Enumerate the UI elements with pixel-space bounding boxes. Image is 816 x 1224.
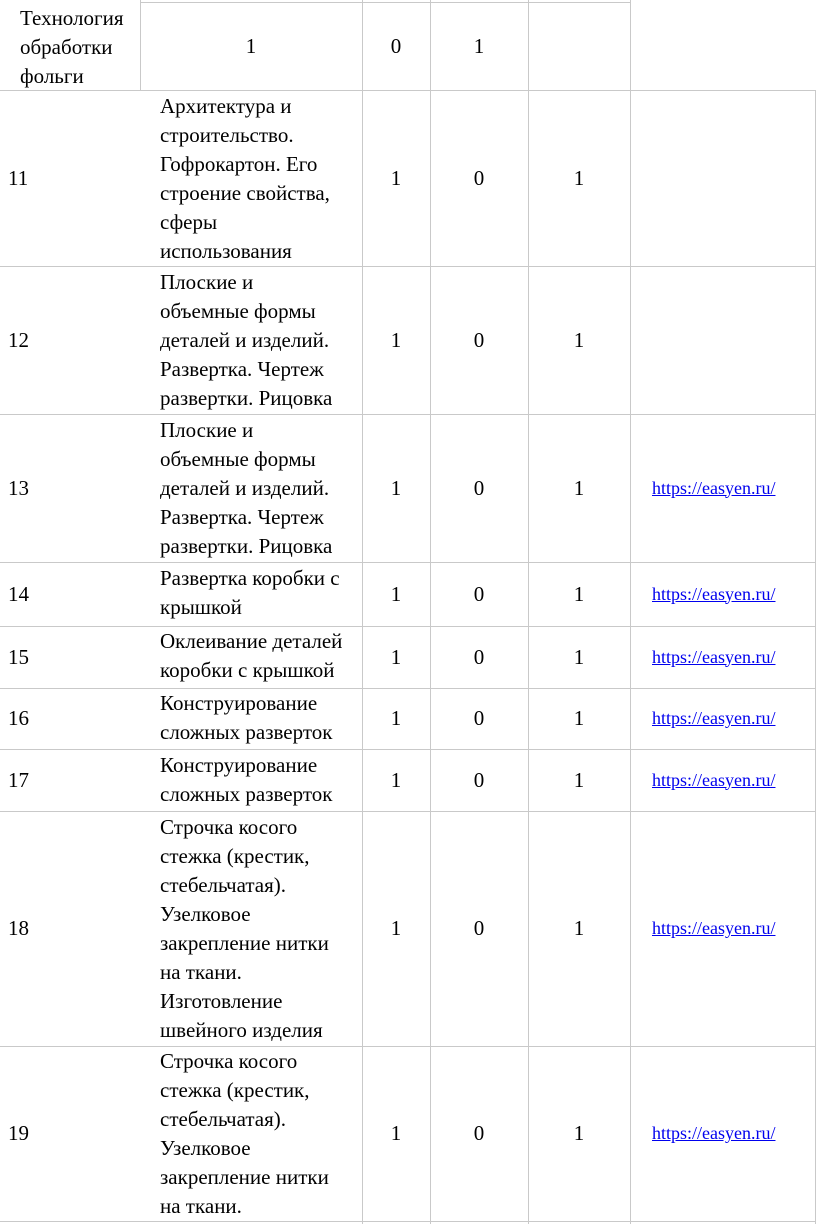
resource-link[interactable]: https://easyen.ru/ [652, 1123, 776, 1143]
lesson-total-hours: 1 [390, 327, 402, 352]
lesson-practice-hours: 1 [573, 327, 585, 352]
lesson-practice-hours: 1 [573, 475, 585, 500]
lesson-theory-hours: 0 [473, 706, 485, 730]
lesson-number: 14 [8, 581, 29, 606]
lesson-topic: Оклеивание деталей коробки с крышкой [160, 629, 343, 682]
lesson-number: 15 [8, 644, 29, 669]
lesson-theory-hours: 0 [473, 1121, 485, 1145]
lesson-number: 16 [8, 706, 29, 730]
lesson-topic: Архитектура и строительство. Гофрокартон. Его строение свойства, сферы использования [160, 94, 330, 263]
lesson-topic: Плоские и объемные формы деталей и изделий. Развертка. Чертеж развертки. Рицовка [160, 270, 333, 410]
column-divider [630, 0, 631, 1224]
lesson-topic: Строчка косого стежка (крестик, стебельчатая). Узелковое закрепление нитки на ткани. [160, 1049, 329, 1218]
header-total-cell: 1 [245, 33, 257, 58]
header-theory-cell: 0 [390, 33, 402, 58]
lesson-theory-hours: 0 [473, 327, 485, 352]
lesson-number: 18 [8, 916, 29, 940]
lesson-number: 17 [8, 767, 29, 792]
resource-link[interactable]: https://easyen.ru/ [652, 477, 776, 498]
lesson-theory-hours: 0 [473, 916, 485, 940]
lesson-theory-hours: 0 [473, 165, 485, 190]
lesson-number: 12 [8, 327, 29, 352]
lesson-topic: Развертка коробки с крышкой [160, 566, 340, 619]
lesson-total-hours: 1 [390, 165, 402, 190]
lesson-total-hours: 1 [390, 916, 402, 940]
lesson-topic: Плоские и объемные формы деталей и изделий. Развертка. Чертеж развертки. Рицовка [160, 418, 333, 558]
lesson-total-hours: 1 [390, 644, 402, 669]
resource-link[interactable]: https://easyen.ru/ [652, 918, 776, 938]
lesson-practice-hours: 1 [573, 1121, 585, 1145]
lesson-number: 19 [8, 1121, 29, 1145]
header-practice-cell: 1 [473, 33, 485, 58]
row-divider [0, 1221, 816, 1222]
lesson-practice-hours: 1 [573, 767, 585, 792]
lesson-total-hours: 1 [390, 1121, 402, 1145]
lesson-number: 11 [8, 165, 29, 190]
lesson-number: 13 [8, 475, 29, 500]
lesson-theory-hours: 0 [473, 767, 485, 792]
header-topic-cell: Технология обработки фольги [20, 6, 124, 88]
lesson-practice-hours: 1 [573, 581, 585, 606]
lesson-topic: Конструирование сложных разверток [160, 691, 333, 744]
lesson-theory-hours: 0 [473, 475, 485, 500]
lesson-practice-hours: 1 [573, 706, 585, 730]
lesson-topic: Конструирование сложных разверток [160, 753, 333, 806]
lesson-practice-hours: 1 [573, 165, 585, 190]
lesson-theory-hours: 0 [473, 644, 485, 669]
resource-link[interactable]: https://easyen.ru/ [652, 646, 776, 667]
lesson-total-hours: 1 [390, 581, 402, 606]
lesson-practice-hours: 1 [573, 644, 585, 669]
lesson-total-hours: 1 [390, 706, 402, 730]
lesson-total-hours: 1 [390, 767, 402, 792]
resource-link[interactable]: https://easyen.ru/ [652, 583, 776, 604]
resource-link[interactable]: https://easyen.ru/ [652, 708, 776, 728]
lesson-practice-hours: 1 [573, 916, 585, 940]
resource-link[interactable]: https://easyen.ru/ [652, 769, 776, 790]
lesson-theory-hours: 0 [473, 581, 485, 606]
lesson-total-hours: 1 [390, 475, 402, 500]
lesson-topic: Строчка косого стежка (крестик, стебельчатая). Узелковое закрепление нитки на ткани. Изготовление швейного изделия [160, 815, 329, 1042]
